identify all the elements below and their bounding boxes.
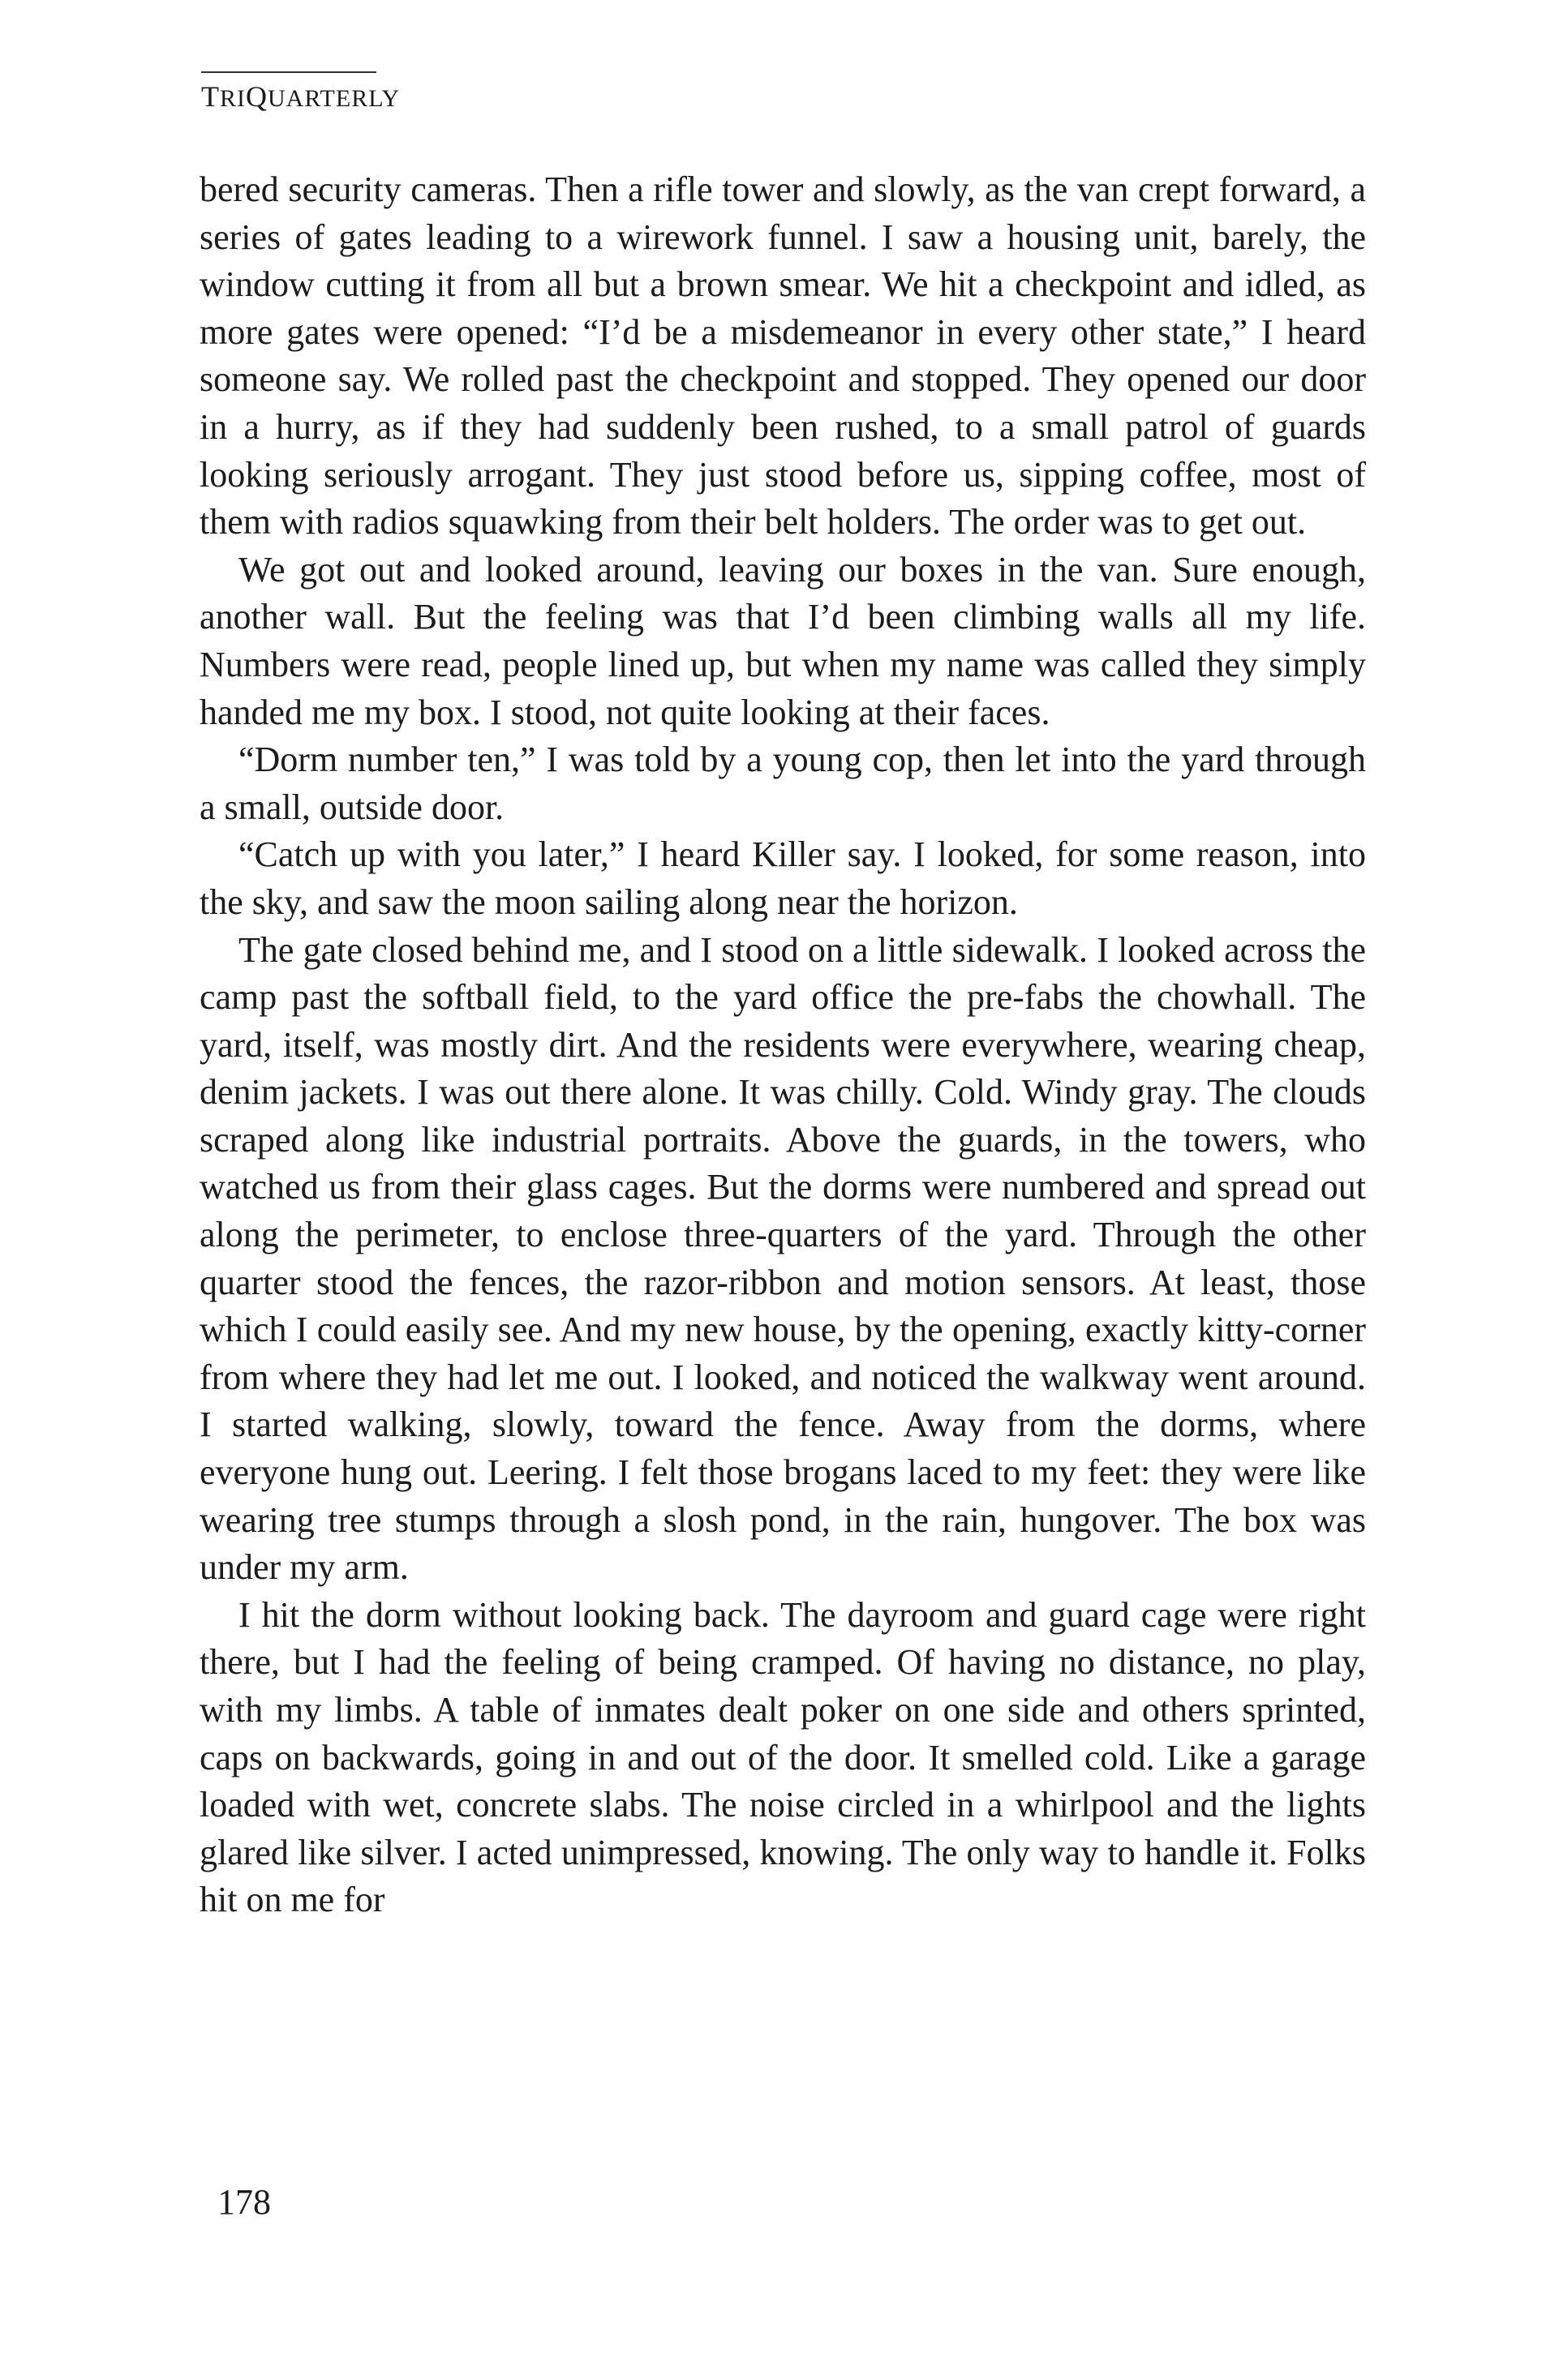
- paragraph-4: “Catch up with you later,” I heard Killer say. I looked, for some reason, into the sky, and saw the moon sailing along near the horizon.: [200, 834, 1366, 922]
- paragraph-1: bered security cameras. Then a rifle tower and slowly, as the van crept forward, a series of gates leading to a wirework funnel. I saw a housing unit, barely, the window cutting it from all but a brown smear. We hit a checkpoint and idled, as more gates were opened: “I’d be a misdemeanor in every other state,” I heard someone say. We rolled past the checkpoint and stopped. They opened our door in a hurry, as if they had suddenly been rushed, to a small patrol of guards looking seriously arrogant. They just stood before us, sipping coffee, most of them with radios squawking from their belt holders. The order was to get out.: [200, 169, 1366, 542]
- page-number: 178: [217, 2182, 271, 2222]
- paragraph-2: We got out and looked around, leaving our boxes in the van. Sure enough, another wall. But the feeling was that I’d been climbing walls all my life. Numbers were read, people lined up, but when my name was called they simply handed me my box. I stood, not quite looking at their faces.: [200, 549, 1366, 732]
- paragraph-5: The gate closed behind me, and I stood on a little sidewalk. I looked across the camp past the softball field, to the yard office the pre-fabs the chowhall. The yard, itself, was mostly dirt. And the residents were everywhere, wearing cheap, denim jackets. I was out there alone. It was chilly. Cold. Windy gray. The clouds scraped along like industrial portraits. Above the guards, in the towers, who watched us from their glass cages. But the dorms were numbered and spread out along the perimeter, to enclose three-quarters of the yard. Through the other quarter stood the fences, the razor-ribbon and motion sensors. At least, those which I could easily see. And my new house, by the opening, exactly kitty-corner from where they had let me out. I looked, and noticed the walkway went around. I started walking, slowly, toward the fence. Away from the dorms, where everyone hung out. Leering. I felt those brogans laced to my feet: they were like wearing tree stumps through a slosh pond, in the rain, hungover. The box was under my arm.: [200, 929, 1366, 1588]
- running-head: TRIQUARTERLY: [201, 80, 401, 113]
- paragraph-6: I hit the dorm without looking back. The dayroom and guard cage were right there, but I had the feeling of being cramped. Of having no distance, no play, with my limbs. A table of inmates dealt poker on one side and others sprinted, caps on backwards, going in and out of the door. It smelled cold. Like a garage loaded with wet, concrete slabs. The noise circled in a whirlpool and the lights glared like silver. I acted unimpressed, knowing. The only way to handle it. Folks hit on me for: [200, 1594, 1366, 1920]
- paragraph-3: “Dorm number ten,” I was told by a young cop, then let into the yard through a small, outside door.: [200, 740, 1366, 827]
- running-head-rule: [201, 71, 376, 73]
- body-text: [200, 166, 1366, 1924]
